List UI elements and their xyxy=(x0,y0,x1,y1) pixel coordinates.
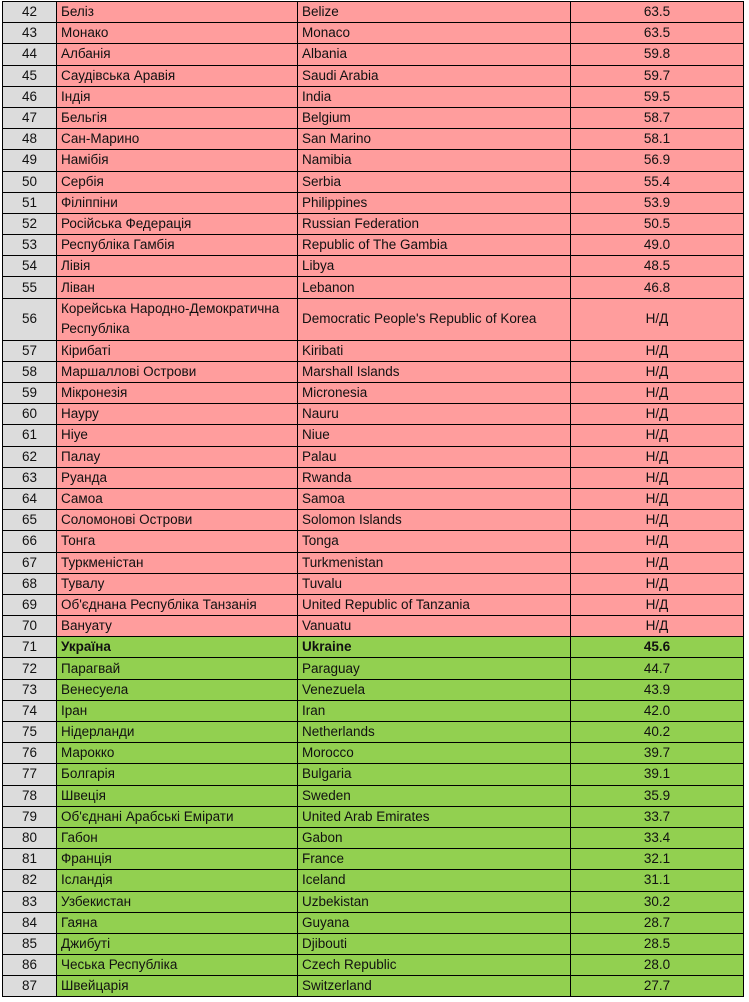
rank-cell: 50 xyxy=(3,171,57,192)
ukrainian-name-cell: Республіка Гамбія xyxy=(57,235,298,256)
rank-cell: 66 xyxy=(3,531,57,552)
table-row xyxy=(3,107,744,128)
ukrainian-name-cell: Франція xyxy=(57,849,298,870)
ukrainian-name-cell: Тонга xyxy=(57,531,298,552)
score-cell: 50.5 xyxy=(571,213,744,234)
rank-cell: 87 xyxy=(3,976,57,997)
english-name-cell: Palau xyxy=(298,446,571,467)
score-cell: 28.7 xyxy=(571,912,744,933)
ukrainian-name-cell: Об'єднані Арабські Емірати xyxy=(57,806,298,827)
english-name-cell: Nauru xyxy=(298,404,571,425)
score-cell: 59.5 xyxy=(571,86,744,107)
ukrainian-name-cell: Об'єднана Республіка Танзанія xyxy=(57,594,298,615)
english-name-cell: Serbia xyxy=(298,171,571,192)
rank-cell: 74 xyxy=(3,700,57,721)
score-cell: 59.7 xyxy=(571,65,744,86)
english-name-cell: Monaco xyxy=(298,23,571,44)
table-row xyxy=(3,65,744,86)
english-name-cell: Democratic People's Republic of Korea xyxy=(298,298,571,340)
score-cell: 28.0 xyxy=(571,955,744,976)
table-row xyxy=(3,976,744,997)
english-name-cell: Belize xyxy=(298,2,571,23)
score-cell: 28.5 xyxy=(571,933,744,954)
rank-cell: 84 xyxy=(3,912,57,933)
ukrainian-name-cell: Лівія xyxy=(57,256,298,277)
english-name-cell: France xyxy=(298,849,571,870)
english-name-cell: Tonga xyxy=(298,531,571,552)
ukrainian-name-cell: Узбекистан xyxy=(57,891,298,912)
english-name-cell: Belgium xyxy=(298,107,571,128)
score-cell: 35.9 xyxy=(571,785,744,806)
ukrainian-name-cell: Палау xyxy=(57,446,298,467)
rank-cell: 61 xyxy=(3,425,57,446)
ukrainian-name-cell: Індія xyxy=(57,86,298,107)
ukrainian-name-cell: Туркменістан xyxy=(57,552,298,573)
score-cell: 46.8 xyxy=(571,277,744,298)
english-name-cell: Republic of The Gambia xyxy=(298,235,571,256)
score-cell: 55.4 xyxy=(571,171,744,192)
score-cell: 63.5 xyxy=(571,23,744,44)
score-cell: 56.9 xyxy=(571,150,744,171)
score-cell: Н/Д xyxy=(571,361,744,382)
table-row xyxy=(3,531,744,552)
table-row xyxy=(3,616,744,637)
rank-cell: 59 xyxy=(3,383,57,404)
rank-cell: 63 xyxy=(3,467,57,488)
table-row xyxy=(3,129,744,150)
table-row xyxy=(3,785,744,806)
ukrainian-name-cell: Сербія xyxy=(57,171,298,192)
english-name-cell: Albania xyxy=(298,44,571,65)
ukrainian-name-cell: Нідерланди xyxy=(57,722,298,743)
rank-cell: 69 xyxy=(3,594,57,615)
rank-cell: 82 xyxy=(3,870,57,891)
english-name-cell: Ukraine xyxy=(298,637,571,658)
rank-cell: 46 xyxy=(3,86,57,107)
score-cell: Н/Д xyxy=(571,510,744,531)
table-row xyxy=(3,44,744,65)
english-name-cell: Uzbekistan xyxy=(298,891,571,912)
ukrainian-name-cell: Україна xyxy=(57,637,298,658)
rank-cell: 75 xyxy=(3,722,57,743)
table-row xyxy=(3,743,744,764)
rank-cell: 48 xyxy=(3,129,57,150)
ukrainian-name-cell: Мікронезія xyxy=(57,383,298,404)
score-cell: 49.0 xyxy=(571,235,744,256)
english-name-cell: United Arab Emirates xyxy=(298,806,571,827)
english-name-cell: United Republic of Tanzania xyxy=(298,594,571,615)
table-row xyxy=(3,933,744,954)
table-row xyxy=(3,383,744,404)
table-row xyxy=(3,425,744,446)
ukrainian-name-cell: Парагвай xyxy=(57,658,298,679)
rank-cell: 47 xyxy=(3,107,57,128)
english-name-cell: Philippines xyxy=(298,192,571,213)
english-name-cell: Samoa xyxy=(298,488,571,509)
ukrainian-name-cell: Сан-Марино xyxy=(57,129,298,150)
english-name-cell: Paraguay xyxy=(298,658,571,679)
ukrainian-name-cell: Джибуті xyxy=(57,933,298,954)
rank-cell: 49 xyxy=(3,150,57,171)
rank-cell: 45 xyxy=(3,65,57,86)
score-cell: 44.7 xyxy=(571,658,744,679)
score-cell: Н/Д xyxy=(571,404,744,425)
score-cell: 42.0 xyxy=(571,700,744,721)
table-row xyxy=(3,679,744,700)
english-name-cell: Russian Federation xyxy=(298,213,571,234)
rank-cell: 76 xyxy=(3,743,57,764)
rank-cell: 81 xyxy=(3,849,57,870)
rank-cell: 68 xyxy=(3,573,57,594)
score-cell: 40.2 xyxy=(571,722,744,743)
rank-cell: 67 xyxy=(3,552,57,573)
ukrainian-name-cell: Науру xyxy=(57,404,298,425)
ukrainian-name-cell: Монако xyxy=(57,23,298,44)
table-row xyxy=(3,955,744,976)
score-cell: Н/Д xyxy=(571,467,744,488)
table-row xyxy=(3,488,744,509)
ukrainian-name-cell: Кірибаті xyxy=(57,340,298,361)
rank-cell: 62 xyxy=(3,446,57,467)
english-name-cell: Vanuatu xyxy=(298,616,571,637)
score-cell: 32.1 xyxy=(571,849,744,870)
english-name-cell: Gabon xyxy=(298,827,571,848)
score-cell: Н/Д xyxy=(571,425,744,446)
english-name-cell: Czech Republic xyxy=(298,955,571,976)
table-row xyxy=(3,467,744,488)
rank-cell: 79 xyxy=(3,806,57,827)
ukrainian-name-cell: Ніуе xyxy=(57,425,298,446)
table-row xyxy=(3,2,744,23)
score-cell: 31.1 xyxy=(571,870,744,891)
english-name-cell: Saudi Arabia xyxy=(298,65,571,86)
score-cell: Н/Д xyxy=(571,383,744,404)
score-cell: 43.9 xyxy=(571,679,744,700)
english-name-cell: Libya xyxy=(298,256,571,277)
ukrainian-name-cell: Іран xyxy=(57,700,298,721)
table-row xyxy=(3,256,744,277)
score-cell: 59.8 xyxy=(571,44,744,65)
ukrainian-name-cell: Російська Федерація xyxy=(57,213,298,234)
table-row xyxy=(3,806,744,827)
english-name-cell: India xyxy=(298,86,571,107)
ukrainian-name-cell: Бельгія xyxy=(57,107,298,128)
score-cell: Н/Д xyxy=(571,552,744,573)
ukrainian-name-cell: Гаяна xyxy=(57,912,298,933)
english-name-cell: Lebanon xyxy=(298,277,571,298)
ukrainian-name-cell: Беліз xyxy=(57,2,298,23)
ukrainian-name-cell: Ісландія xyxy=(57,870,298,891)
score-cell: 33.7 xyxy=(571,806,744,827)
table-row xyxy=(3,870,744,891)
english-name-cell: Morocco xyxy=(298,743,571,764)
english-name-cell: Switzerland xyxy=(298,976,571,997)
score-cell: 30.2 xyxy=(571,891,744,912)
ukrainian-name-cell: Філіппіни xyxy=(57,192,298,213)
rank-cell: 85 xyxy=(3,933,57,954)
table-row xyxy=(3,235,744,256)
english-name-cell: Niue xyxy=(298,425,571,446)
table-row xyxy=(3,912,744,933)
english-name-cell: Bulgaria xyxy=(298,764,571,785)
score-cell: Н/Д xyxy=(571,488,744,509)
score-cell: 53.9 xyxy=(571,192,744,213)
score-cell: 27.7 xyxy=(571,976,744,997)
table-body xyxy=(3,2,744,997)
score-cell: 48.5 xyxy=(571,256,744,277)
table-row xyxy=(3,340,744,361)
score-cell: 39.7 xyxy=(571,743,744,764)
rank-cell: 83 xyxy=(3,891,57,912)
rank-cell: 60 xyxy=(3,404,57,425)
score-cell: Н/Д xyxy=(571,340,744,361)
rank-cell: 78 xyxy=(3,785,57,806)
ukrainian-name-cell: Чеська Республіка xyxy=(57,955,298,976)
table-row xyxy=(3,573,744,594)
table-row xyxy=(3,849,744,870)
table-row xyxy=(3,298,744,340)
rank-cell: 80 xyxy=(3,827,57,848)
ukrainian-name-cell: Тувалу xyxy=(57,573,298,594)
table-row xyxy=(3,722,744,743)
score-cell: Н/Д xyxy=(571,616,744,637)
rank-cell: 73 xyxy=(3,679,57,700)
score-cell: Н/Д xyxy=(571,594,744,615)
english-name-cell: Venezuela xyxy=(298,679,571,700)
table-row xyxy=(3,827,744,848)
score-cell: 58.7 xyxy=(571,107,744,128)
ukrainian-name-cell: Болгарія xyxy=(57,764,298,785)
ukrainian-name-cell: Вануату xyxy=(57,616,298,637)
english-name-cell: Tuvalu xyxy=(298,573,571,594)
table-row xyxy=(3,277,744,298)
english-name-cell: Kiribati xyxy=(298,340,571,361)
rank-cell: 72 xyxy=(3,658,57,679)
rank-cell: 77 xyxy=(3,764,57,785)
rank-cell: 64 xyxy=(3,488,57,509)
english-name-cell: Rwanda xyxy=(298,467,571,488)
table-row xyxy=(3,552,744,573)
ukrainian-name-cell: Самоа xyxy=(57,488,298,509)
rank-cell: 65 xyxy=(3,510,57,531)
ukrainian-name-cell: Габон xyxy=(57,827,298,848)
score-cell: 39.1 xyxy=(571,764,744,785)
ukrainian-name-cell: Намібія xyxy=(57,150,298,171)
english-name-cell: Namibia xyxy=(298,150,571,171)
rank-cell: 52 xyxy=(3,213,57,234)
score-cell: Н/Д xyxy=(571,531,744,552)
rank-cell: 71 xyxy=(3,637,57,658)
ukrainian-name-cell: Швейцарія xyxy=(57,976,298,997)
english-name-cell: Djibouti xyxy=(298,933,571,954)
table-row xyxy=(3,192,744,213)
rank-cell: 44 xyxy=(3,44,57,65)
english-name-cell: Iceland xyxy=(298,870,571,891)
ukrainian-name-cell: Корейська Народно-Демократична Республіка xyxy=(57,298,298,340)
english-name-cell: Marshall Islands xyxy=(298,361,571,382)
score-cell: Н/Д xyxy=(571,298,744,340)
rank-cell: 51 xyxy=(3,192,57,213)
rank-cell: 57 xyxy=(3,340,57,361)
ukrainian-name-cell: Венесуела xyxy=(57,679,298,700)
rank-cell: 58 xyxy=(3,361,57,382)
table-row xyxy=(3,891,744,912)
table-row xyxy=(3,171,744,192)
score-cell: 33.4 xyxy=(571,827,744,848)
ukrainian-name-cell: Ліван xyxy=(57,277,298,298)
english-name-cell: Micronesia xyxy=(298,383,571,404)
english-name-cell: Netherlands xyxy=(298,722,571,743)
ukrainian-name-cell: Маршаллові Острови xyxy=(57,361,298,382)
table-row xyxy=(3,658,744,679)
rank-cell: 56 xyxy=(3,298,57,340)
table-row xyxy=(3,361,744,382)
country-ranking-table xyxy=(2,1,744,997)
table-row xyxy=(3,86,744,107)
ukrainian-name-cell: Марокко xyxy=(57,743,298,764)
table-row xyxy=(3,637,744,658)
rank-cell: 53 xyxy=(3,235,57,256)
rank-cell: 54 xyxy=(3,256,57,277)
ukrainian-name-cell: Саудівська Аравія xyxy=(57,65,298,86)
rank-cell: 70 xyxy=(3,616,57,637)
table-row xyxy=(3,510,744,531)
english-name-cell: Sweden xyxy=(298,785,571,806)
table-row xyxy=(3,446,744,467)
ukrainian-name-cell: Швеція xyxy=(57,785,298,806)
table-row xyxy=(3,213,744,234)
english-name-cell: Guyana xyxy=(298,912,571,933)
english-name-cell: Solomon Islands xyxy=(298,510,571,531)
score-cell: Н/Д xyxy=(571,573,744,594)
ukrainian-name-cell: Руанда xyxy=(57,467,298,488)
english-name-cell: Iran xyxy=(298,700,571,721)
score-cell: 45.6 xyxy=(571,637,744,658)
rank-cell: 55 xyxy=(3,277,57,298)
score-cell: Н/Д xyxy=(571,446,744,467)
rank-cell: 42 xyxy=(3,2,57,23)
table-row xyxy=(3,764,744,785)
table-row xyxy=(3,594,744,615)
table-row xyxy=(3,150,744,171)
ukrainian-name-cell: Албанія xyxy=(57,44,298,65)
ukrainian-name-cell: Соломонові Острови xyxy=(57,510,298,531)
table-row xyxy=(3,700,744,721)
english-name-cell: San Marino xyxy=(298,129,571,150)
rank-cell: 43 xyxy=(3,23,57,44)
english-name-cell: Turkmenistan xyxy=(298,552,571,573)
table-row xyxy=(3,23,744,44)
table-row xyxy=(3,404,744,425)
score-cell: 63.5 xyxy=(571,2,744,23)
rank-cell: 86 xyxy=(3,955,57,976)
score-cell: 58.1 xyxy=(571,129,744,150)
